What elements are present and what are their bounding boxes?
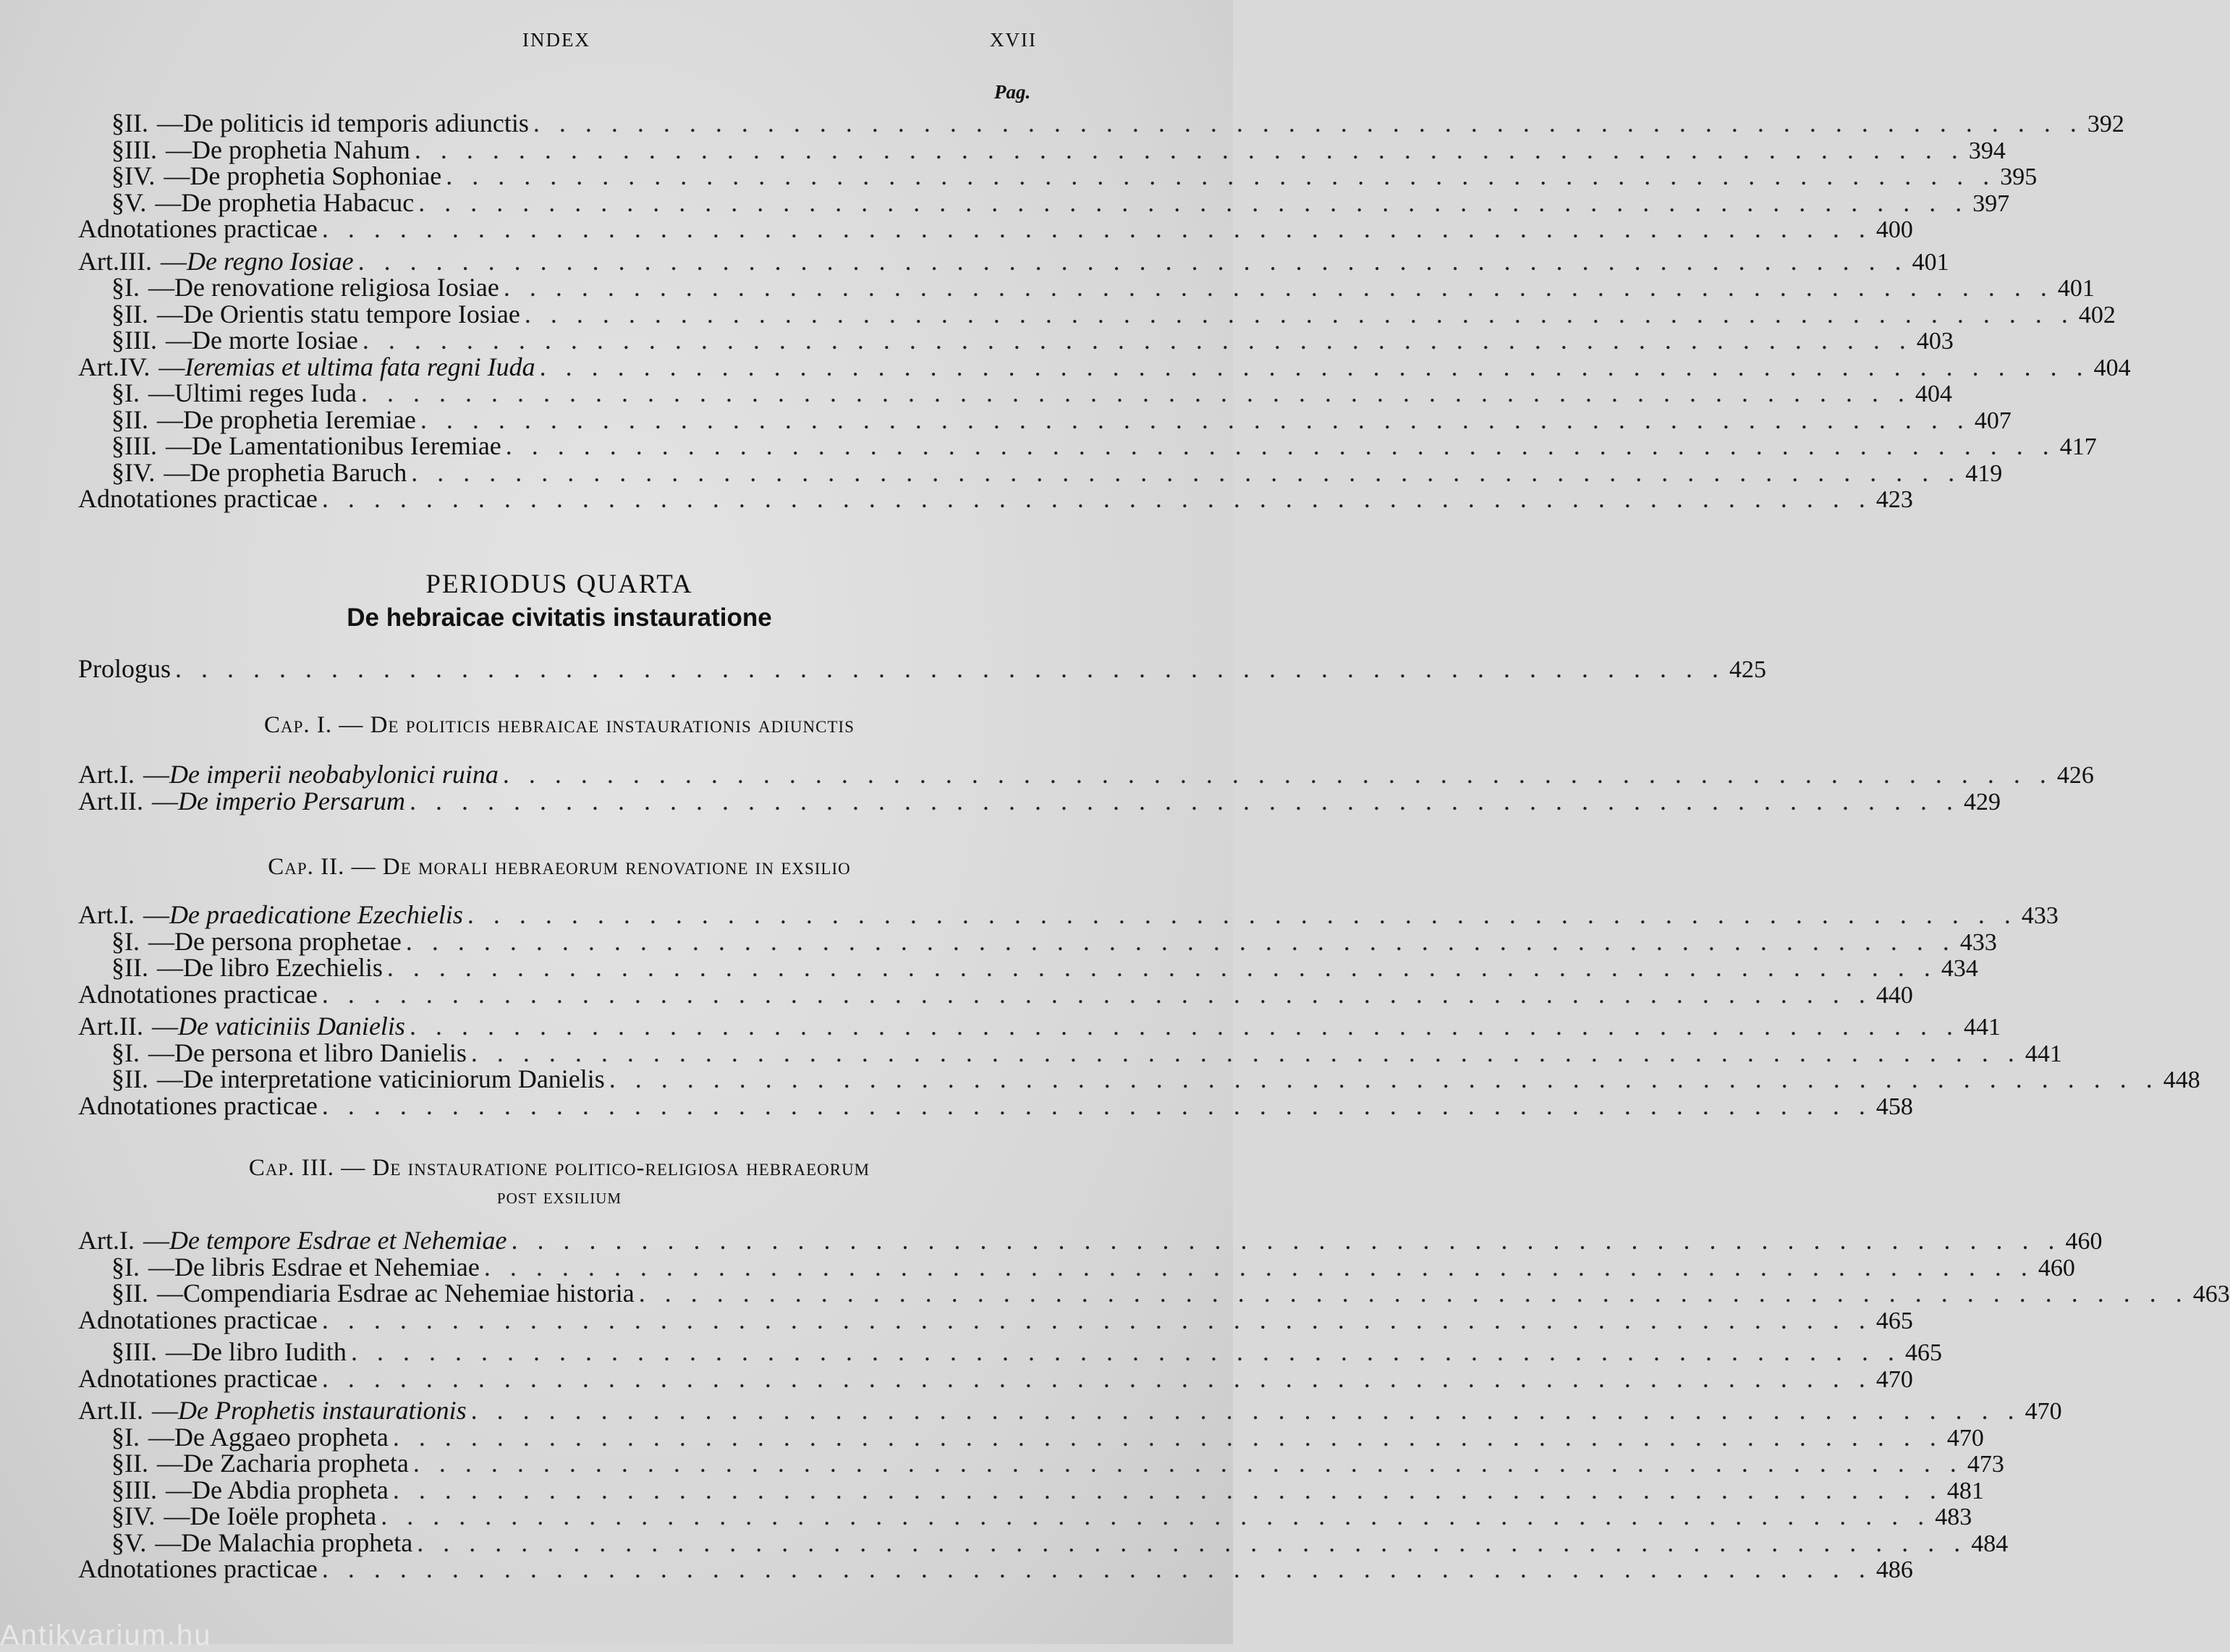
dot-leader: . . . . . . . . . . . . . . . . . . . . . . . . . . . . . . . . . . . . . . . . . . . . . . . . . . . . . . . . . . . .: [360, 378, 1911, 407]
entry-number: IV.: [124, 161, 156, 190]
entry-number: II.: [124, 1279, 148, 1308]
running-head-title: INDEX: [522, 29, 590, 51]
entry-number: II.: [124, 299, 148, 329]
toc-entry-plain: [78, 1305, 1913, 1334]
entry-title: De persona et libro Danielis: [174, 1038, 467, 1067]
section-sign: §: [111, 1528, 124, 1557]
dot-leader: . . . . . . . . . . . . . . . . . . . . . . . . . . . . . . . . . . . . . . . . . . . . . . . . . . . . . . . . . . . .: [409, 786, 1959, 816]
entry-page-number: 433: [1959, 928, 1997, 956]
entry-page-number: 394: [1968, 137, 2006, 164]
chapter-title-line-2: post exsilium: [496, 1185, 622, 1208]
section-sign: §: [111, 326, 124, 355]
entry-title: Adnotationes practicae: [78, 1363, 318, 1393]
entry-title: De Ioële propheta: [190, 1501, 377, 1530]
entry-number: I.: [124, 926, 140, 956]
entry-number: III.: [124, 326, 157, 355]
toc-prologus: [78, 654, 1767, 683]
entry-number: I.: [124, 1038, 140, 1067]
chapter-title: De morali hebraeorum renovatione in exsilio: [382, 854, 851, 880]
dot-leader: . . . . . . . . . . . . . . . . . . . . . . . . . . . . . . . . . . . . . . . . . . . . . . . . . . . . . . . . . . . .: [533, 109, 2083, 137]
entry-dash: —: [165, 1475, 192, 1504]
chapter-dash: —: [339, 712, 364, 738]
entry-dash: —: [156, 1449, 183, 1478]
entry-page-number: 470: [2025, 1398, 2062, 1425]
entry-number: IV.: [124, 457, 156, 487]
dot-leader: . . . . . . . . . . . . . . . . . . . . . . . . . . . . . . . . . . . . . . . . . . . . . . . . . . . . . . . . . . . .: [321, 484, 1872, 513]
chapter-prefix: Cap.: [268, 854, 314, 880]
dot-leader: . . . . . . . . . . . . . . . . . . . . . . . . . . . . . . . . . . . . . . . . . . . . . . . . . . . . . . . . . . . .: [467, 900, 2017, 929]
toc-section-a: [78, 109, 2131, 513]
entry-title: De imperii neobabylonici ruina: [169, 760, 499, 789]
entry-title: De prophetia Habacuc: [181, 187, 415, 217]
entry-number: I.: [119, 900, 135, 929]
entry-dash: —: [158, 352, 185, 381]
entry-number: III.: [124, 1475, 157, 1504]
entry-page-number: 465: [1875, 1307, 1913, 1334]
toc-entry-plain: [78, 1090, 1913, 1120]
entry-title: De libro Ezechielis: [182, 953, 383, 982]
chapter-number: I.: [316, 712, 333, 738]
entry-dash: —: [165, 135, 192, 164]
entry-page-number: 440: [1875, 981, 1913, 1009]
dot-leader: . . . . . . . . . . . . . . . . . . . . . . . . . . . . . . . . . . . . . . . . . . . . . . . . . . . . . . . . . . . .: [321, 1363, 1872, 1393]
entry-page-number: 460: [2065, 1228, 2103, 1255]
entry-page-number: 483: [1935, 1504, 1972, 1530]
entry-dash: —: [143, 1226, 169, 1255]
dot-leader: . . . . . . . . . . . . . . . . . . . . . . . . . . . . . . . . . . . . . . . . . . . . . . . . . . . . . . . . . . . .: [524, 299, 2074, 329]
entry-title: De prophetia Sophoniae: [190, 161, 442, 190]
toc-entry-plain: [78, 214, 1913, 243]
entry-dash: —: [151, 1012, 178, 1041]
section-sign: §: [111, 1064, 124, 1093]
toc-entry-plain: [78, 979, 1913, 1009]
toc-entry-section: [78, 187, 2010, 217]
chapter-prefix: Cap.: [248, 1155, 295, 1181]
toc-entry-section: [78, 1475, 1984, 1504]
section-sign: §: [111, 404, 124, 434]
chapter-prefix: Cap.: [264, 712, 310, 738]
entry-number: V.: [124, 187, 147, 217]
toc-entry-section: [78, 1252, 2075, 1282]
entry-title: De renovatione religiosa Iosiae: [174, 273, 499, 302]
section-sign: §: [111, 1252, 124, 1282]
toc-entry-section: [78, 161, 2038, 190]
entry-page-number: 392: [2087, 111, 2124, 137]
entry-dash: —: [148, 1252, 174, 1282]
entry-page-number: 404: [2093, 354, 2131, 381]
dot-leader: . . . . . . . . . . . . . . . . . . . . . . . . . . . . . . . . . . . . . . . . . . . . . . . . . . . . . . . . . . . .: [411, 457, 1962, 487]
entry-number: III.: [124, 431, 157, 460]
entry-number: III.: [124, 1337, 157, 1366]
toc-entry-plain: [78, 1554, 1913, 1583]
entry-page-number: 423: [1875, 486, 1913, 513]
entry-dash: —: [148, 1422, 174, 1452]
entry-title: De Lamentationibus Ieremiae: [191, 431, 501, 460]
entry-dash: —: [164, 161, 190, 190]
entry-number: II.: [124, 1449, 148, 1478]
entry-page-number: 486: [1875, 1556, 1913, 1583]
chapter-heading-1: [0, 712, 1119, 739]
article-label: Art.: [78, 786, 119, 816]
section-sign: §: [111, 1449, 124, 1478]
entry-title: De prophetia Nahum: [191, 135, 410, 164]
entry-title: Adnotationes practicae: [78, 484, 318, 513]
entry-title: De imperio Persarum: [177, 786, 405, 816]
toc-entry-section: [78, 926, 1997, 956]
period-title: PERIODUS QUARTA: [425, 569, 693, 599]
entry-title: De interpretatione vaticiniorum Danielis: [182, 1064, 605, 1093]
entry-page-number: 402: [2078, 301, 2116, 329]
article-label: Art.: [78, 352, 119, 381]
entry-title: De libro Iudith: [191, 1337, 347, 1366]
toc-chapter-3: [78, 1226, 2230, 1583]
toc-entry-section: [78, 109, 2124, 137]
dot-leader: . . . . . . . . . . . . . . . . . . . . . . . . . . . . . . . . . . . . . . . . . . . . . . . . . . . . . . . . . . . .: [511, 1226, 2061, 1255]
entry-title: De Abdia propheta: [191, 1475, 389, 1504]
chapter-dash: —: [341, 1155, 366, 1181]
entry-title: Adnotationes practicae: [78, 1554, 318, 1583]
entry-number: IV.: [119, 352, 150, 381]
period-subtitle: De hebraicae civitatis instauratione: [347, 603, 772, 632]
entry-page-number: 401: [2057, 275, 2095, 302]
entry-dash: —: [148, 378, 174, 407]
toc-entry-section: [78, 1064, 2200, 1093]
toc-entry-section: [78, 1449, 2004, 1478]
dot-leader: . . . . . . . . . . . . . . . . . . . . . . . . . . . . . . . . . . . . . . . . . . . . . . . . . . . . . . . . . . . .: [420, 404, 1970, 434]
dot-leader: . . . . . . . . . . . . . . . . . . . . . . . . . . . . . . . . . . . . . . . . . . . . . . . . . . . . . . . . . . . .: [503, 273, 2053, 302]
entry-page-number: 426: [2056, 762, 2094, 789]
entry-title: De prophetia Ieremiae: [182, 404, 416, 434]
dot-leader: . . . . . . . . . . . . . . . . . . . . . . . . . . . . . . . . . . . . . . . . . . . . . . . . . . . . . . . . . . . .: [483, 1252, 2034, 1282]
entry-title: De tempore Esdrae et Nehemiae: [169, 1226, 507, 1255]
entry-page-number: 401: [1912, 248, 1949, 276]
toc-entry-section: [78, 378, 1952, 407]
entry-number: II.: [124, 953, 148, 982]
entry-dash: —: [148, 273, 174, 302]
entry-dash: —: [156, 1064, 183, 1093]
entry-page-number: 434: [1941, 955, 1978, 982]
entry-page-number: 433: [2021, 902, 2059, 929]
chapter-number: II.: [321, 854, 345, 880]
chapter-title: De instauratione politico-religiosa hebraeorum: [372, 1155, 870, 1181]
dot-leader: . . . . . . . . . . . . . . . . . . . . . . . . . . . . . . . . . . . . . . . . . . . . . . . . . . . . . . . . . . . .: [470, 1038, 2021, 1067]
toc-entry-plain: [78, 1363, 1913, 1393]
dot-leader: . . . . . . . . . . . . . . . . . . . . . . . . . . . . . . . . . . . . . . . . . . . . . . . . . . . . . . . . . . . .: [409, 1012, 1959, 1041]
entry-page-number: 407: [1974, 407, 2011, 434]
entry-title: De praedicatione Ezechielis: [169, 900, 463, 929]
section-sign: §: [111, 1337, 124, 1366]
entry-dash: —: [151, 1396, 178, 1425]
entry-dash: —: [164, 457, 190, 487]
entry-page-number: 397: [1972, 190, 2010, 217]
article-label: Art.: [78, 1012, 119, 1041]
entry-page-number: 404: [1915, 381, 1952, 407]
entry-number: V.: [124, 1528, 147, 1557]
entry-title: De prophetia Baruch: [190, 457, 407, 487]
toc-entry-section: [78, 953, 1978, 982]
section-sign: §: [111, 431, 124, 460]
entry-title: De politicis id temporis adiunctis: [182, 109, 529, 137]
article-label: Art.: [78, 1226, 119, 1255]
section-sign: §: [111, 135, 124, 164]
toc-entry-section: [78, 326, 1954, 355]
section-sign: §: [111, 1038, 124, 1067]
entry-dash: —: [156, 1279, 183, 1308]
section-sign: §: [111, 926, 124, 956]
article-label: Art.: [78, 1396, 119, 1425]
dot-leader: . . . . . . . . . . . . . . . . . . . . . . . . . . . . . . . . . . . . . . . . . . . . . . . . . . . . . . . . . . . .: [392, 1422, 1943, 1452]
section-sign: §: [111, 457, 124, 487]
dot-leader: . . . . . . . . . . . . . . . . . . . . . . . . . . . . . . . . . . . . . . . . . . . . . . . . . . . . . . . . . . . .: [321, 214, 1872, 243]
entry-number: IV.: [124, 1501, 156, 1530]
entry-page-number: 429: [1963, 788, 2001, 816]
entry-number: I.: [124, 378, 140, 407]
section-sign: §: [111, 953, 124, 982]
entry-number: II.: [119, 1012, 143, 1041]
toc-entry-section: [78, 1422, 1984, 1452]
section-sign: §: [111, 378, 124, 407]
toc-entry-prologus: [78, 654, 1767, 683]
entry-dash: —: [148, 926, 174, 956]
chapter-title: De politicis hebraicae instaurationis adiunctis: [370, 712, 855, 738]
entry-title: Adnotationes practicae: [78, 979, 318, 1009]
entry-dash: —: [165, 431, 192, 460]
running-head: [0, 29, 1233, 58]
entry-title: Adnotationes practicae: [78, 214, 318, 243]
entry-number: II.: [119, 1396, 143, 1425]
entry-dash: —: [156, 953, 183, 982]
entry-page-number: 481: [1946, 1477, 1984, 1504]
toc-entry-article: [78, 352, 2131, 381]
entry-dash: —: [155, 1528, 182, 1557]
entry-page-number: 400: [1875, 216, 1913, 243]
entry-page-number: 441: [1963, 1014, 2001, 1041]
entry-dash: —: [156, 299, 183, 329]
section-sign: §: [111, 109, 124, 137]
entry-number: I.: [119, 760, 135, 789]
toc-entry-section: [78, 1528, 2009, 1557]
dot-leader: . . . . . . . . . . . . . . . . . . . . . . . . . . . . . . . . . . . . . . . . . . . . . . . . . . . . . . . . . . . .: [505, 431, 2056, 460]
dot-leader: . . . . . . . . . . . . . . . . . . . . . . . . . . . . . . . . . . . . . . . . . . . . . . . . . . . . . . . . . . . .: [417, 1528, 1967, 1557]
dot-leader: . . . . . . . . . . . . . . . . . . . . . . . . . . . . . . . . . . . . . . . . . . . . . . . . . . . . . . . . . . . .: [321, 1090, 1872, 1120]
dot-leader: . . . . . . . . . . . . . . . . . . . . . . . . . . . . . . . . . . . . . . . . . . . . . . . . . . . . . . . . . . . .: [386, 953, 1937, 982]
entry-title: Ultimi reges Iuda: [174, 378, 357, 407]
entry-number: II.: [124, 404, 148, 434]
entry-title: Ieremias et ultima fata regni Iuda: [185, 352, 535, 381]
chapter-heading-2: [0, 854, 1119, 881]
entry-number: I.: [124, 1422, 140, 1452]
entry-page-number: 465: [1904, 1339, 1942, 1366]
article-label: Art.: [78, 760, 119, 789]
entry-dash: —: [151, 786, 178, 816]
section-sign: §: [111, 187, 124, 217]
toc-entry-article: [78, 760, 2094, 789]
section-sign: §: [111, 273, 124, 302]
article-label: Art.: [78, 900, 119, 929]
article-label: Art.: [78, 246, 119, 276]
entry-title: De regno Iosiae: [186, 246, 354, 276]
entry-number: I.: [124, 1252, 140, 1282]
entry-title: Adnotationes practicae: [78, 1090, 318, 1120]
entry-page-number: 458: [1875, 1093, 1913, 1120]
entry-number: III.: [124, 135, 157, 164]
entry-dash: —: [156, 404, 183, 434]
chapter-dash: —: [351, 854, 376, 880]
entry-title: De Zacharia propheta: [182, 1449, 409, 1478]
dot-leader: . . . . . . . . . . . . . . . . . . . . . . . . . . . . . . . . . . . . . . . . . . . . . . . . . . . . . . . . . . . .: [175, 654, 1726, 683]
entry-page-number: 419: [1965, 459, 2003, 487]
chapter-heading-3: [0, 1155, 1119, 1209]
entry-title: De Malachia propheta: [181, 1528, 413, 1557]
entry-title: De Aggaeo propheta: [174, 1422, 389, 1452]
entry-dash: —: [143, 760, 169, 789]
dot-leader: . . . . . . . . . . . . . . . . . . . . . . . . . . . . . . . . . . . . . . . . . . . . . . . . . . . . . . . . . . . .: [446, 161, 1996, 190]
entry-dash: —: [148, 1038, 174, 1067]
toc-entry-section: [78, 431, 2097, 460]
toc-entry-article: [78, 1012, 2001, 1041]
toc-chapter-2: [78, 900, 2200, 1120]
entry-dash: —: [155, 187, 182, 217]
toc-entry-section: [78, 299, 2116, 329]
page-folio: XVII: [990, 29, 1037, 51]
toc-chapter-1: [78, 760, 2094, 816]
entry-page-number: 395: [2000, 164, 2038, 190]
toc-entry-section: [78, 273, 2095, 302]
dot-leader: . . . . . . . . . . . . . . . . . . . . . . . . . . . . . . . . . . . . . . . . . . . . . . . . . . . . . . . . . . . .: [470, 1396, 2021, 1425]
entry-dash: —: [165, 326, 192, 355]
toc-entry-article: [78, 1396, 2062, 1425]
dot-leader: . . . . . . . . . . . . . . . . . . . . . . . . . . . . . . . . . . . . . . . . . . . . . . . . . . . . . . . . . . . .: [502, 760, 2053, 789]
dot-leader: . . . . . . . . . . . . . . . . . . . . . . . . . . . . . . . . . . . . . . . . . . . . . . . . . . . . . . . . . . . .: [381, 1501, 1931, 1530]
toc-entry-section: [78, 135, 2006, 164]
entry-page-number: 473: [1967, 1451, 2004, 1478]
toc-entry-article: [78, 246, 1949, 276]
toc-entry-section: [78, 404, 2011, 434]
toc-entry-section: [78, 457, 2003, 487]
entry-page-number: 417: [2059, 433, 2097, 460]
dot-leader: . . . . . . . . . . . . . . . . . . . . . . . . . . . . . . . . . . . . . . . . . . . . . . . . . . . . . . . . . . . .: [414, 135, 1964, 164]
entry-number: II.: [124, 109, 148, 137]
dot-leader: . . . . . . . . . . . . . . . . . . . . . . . . . . . . . . . . . . . . . . . . . . . . . . . . . . . . . . . . . . . .: [609, 1064, 2159, 1093]
entry-dash: —: [160, 246, 187, 276]
entry-title: De Prophetis instaurationis: [177, 1396, 467, 1425]
entry-number: I.: [119, 1226, 135, 1255]
entry-title: De Orientis statu tempore Iosiae: [182, 299, 520, 329]
entry-title: Prologus: [78, 654, 171, 683]
toc-entry-article: [78, 1226, 2103, 1255]
dot-leader: . . . . . . . . . . . . . . . . . . . . . . . . . . . . . . . . . . . . . . . . . . . . . . . . . . . . . . . . . . . .: [321, 1554, 1872, 1583]
entry-page-number: 470: [1875, 1365, 1913, 1393]
section-sign: §: [111, 1501, 124, 1530]
entry-number: II.: [124, 1064, 148, 1093]
entry-page-number: 448: [2163, 1067, 2200, 1093]
dot-leader: . . . . . . . . . . . . . . . . . . . . . . . . . . . . . . . . . . . . . . . . . . . . . . . . . . . . . . . . . . . .: [350, 1337, 1901, 1366]
dot-leader: . . . . . . . . . . . . . . . . . . . . . . . . . . . . . . . . . . . . . . . . . . . . . . . . . . . . . . . . . . . .: [412, 1449, 1963, 1478]
entry-page-number: 484: [1971, 1530, 2009, 1557]
entry-title: De morte Iosiae: [191, 326, 358, 355]
entry-title: De persona prophetae: [174, 926, 402, 956]
entry-dash: —: [156, 109, 183, 137]
section-sign: §: [111, 1422, 124, 1452]
dot-leader: . . . . . . . . . . . . . . . . . . . . . . . . . . . . . . . . . . . . . . . . . . . . . . . . . . . . . . . . . . . .: [362, 326, 1912, 355]
toc-entry-section: [78, 1279, 2230, 1308]
section-sign: §: [111, 299, 124, 329]
dot-leader: . . . . . . . . . . . . . . . . . . . . . . . . . . . . . . . . . . . . . . . . . . . . . . . . . . . . . . . . . . . .: [539, 352, 2090, 381]
dot-leader: . . . . . . . . . . . . . . . . . . . . . . . . . . . . . . . . . . . . . . . . . . . . . . . . . . . . . . . . . . . .: [321, 1305, 1872, 1334]
entry-page-number: 441: [2025, 1040, 2062, 1067]
toc-entry-section: [78, 1038, 2062, 1067]
page-column-label: Pag.: [994, 81, 1031, 103]
dot-leader: . . . . . . . . . . . . . . . . . . . . . . . . . . . . . . . . . . . . . . . . . . . . . . . . . . . . . . . . . . . .: [392, 1475, 1943, 1504]
entry-number: II.: [119, 786, 143, 816]
dot-leader: . . . . . . . . . . . . . . . . . . . . . . . . . . . . . . . . . . . . . . . . . . . . . . . . . . . . . . . . . . . .: [638, 1279, 2189, 1308]
entry-title: De vaticiniis Danielis: [177, 1012, 405, 1041]
entry-number: III.: [119, 246, 152, 276]
entry-title: De libris Esdrae et Nehemiae: [174, 1252, 480, 1282]
entry-page-number: 425: [1729, 656, 1767, 683]
entry-title: Compendiaria Esdrae ac Nehemiae historia: [182, 1279, 635, 1308]
section-sign: §: [111, 161, 124, 190]
dot-leader: . . . . . . . . . . . . . . . . . . . . . . . . . . . . . . . . . . . . . . . . . . . . . . . . . . . . . . . . . . . .: [357, 246, 1908, 276]
chapter-number: III.: [301, 1155, 334, 1181]
entry-number: I.: [124, 273, 140, 302]
section-sign: §: [111, 1475, 124, 1504]
toc-entry-article: [78, 786, 2001, 816]
entry-dash: —: [143, 900, 169, 929]
entry-page-number: 460: [2038, 1254, 2075, 1282]
dot-leader: . . . . . . . . . . . . . . . . . . . . . . . . . . . . . . . . . . . . . . . . . . . . . . . . . . . . . . . . . . . .: [321, 979, 1872, 1009]
dot-leader: . . . . . . . . . . . . . . . . . . . . . . . . . . . . . . . . . . . . . . . . . . . . . . . . . . . . . . . . . . . .: [405, 926, 1956, 956]
section-sign: §: [111, 1279, 124, 1308]
entry-dash: —: [165, 1337, 192, 1366]
toc-entry-section: [78, 1337, 1942, 1366]
toc-entry-article: [78, 900, 2059, 929]
toc-entry-section: [78, 1501, 1972, 1530]
entry-page-number: 470: [1946, 1424, 1984, 1452]
toc-entry-plain: [78, 484, 1913, 513]
watermark: Antikvarium.hu: [0, 1619, 212, 1651]
entry-title: Adnotationes practicae: [78, 1305, 318, 1334]
entry-page-number: 463: [2192, 1281, 2230, 1308]
entry-page-number: 403: [1916, 328, 1954, 355]
dot-leader: . . . . . . . . . . . . . . . . . . . . . . . . . . . . . . . . . . . . . . . . . . . . . . . . . . . . . . . . . . . .: [418, 187, 1969, 217]
entry-dash: —: [164, 1501, 190, 1530]
